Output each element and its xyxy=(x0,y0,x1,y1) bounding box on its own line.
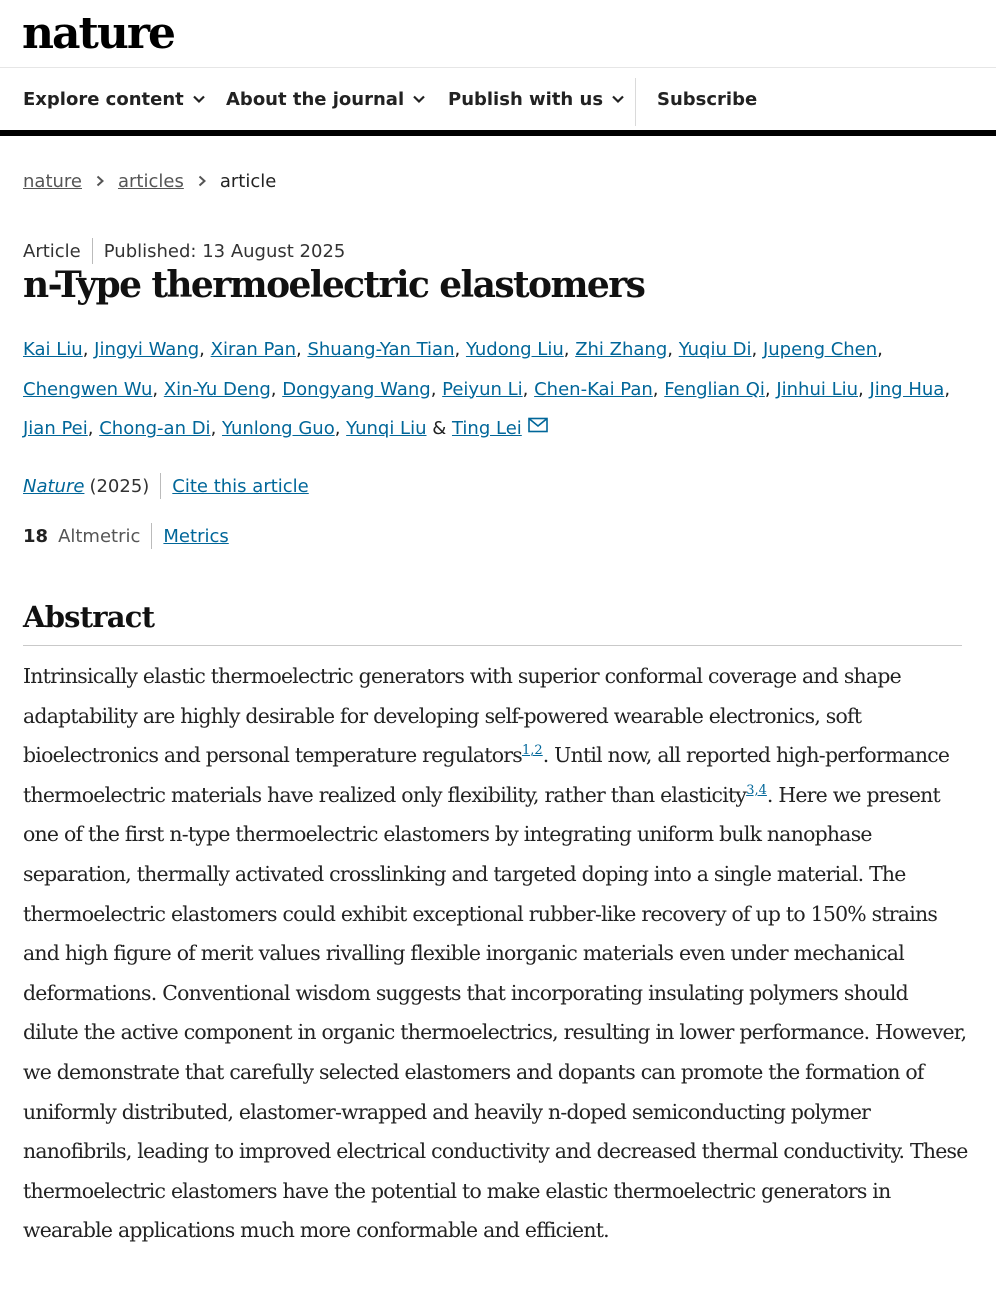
author-link[interactable]: Xiran Pan xyxy=(210,339,297,360)
journal-divider xyxy=(160,473,161,499)
author-link[interactable]: Fenglian Qi xyxy=(664,378,765,400)
nav-publish-with-us[interactable] xyxy=(448,68,625,130)
chevron-right-icon xyxy=(94,175,106,187)
author-link[interactable]: Shuang-Yan Tian xyxy=(307,339,455,360)
author-link[interactable]: Dongyang Wang xyxy=(282,378,431,400)
corresponding-author-link[interactable]: Ting Lei xyxy=(451,418,522,439)
altmetric-label: Altmetric xyxy=(58,525,141,547)
author-link[interactable]: Jian Pei xyxy=(23,418,88,439)
author-link[interactable]: Zhi Zhang xyxy=(575,339,668,360)
nav-about-label: About the journal xyxy=(226,88,405,110)
author-link[interactable]: Yunlong Guo xyxy=(222,418,335,439)
abstract-part-1: Intrinsically elastic thermoelectric generators with superior conformal coverage and shape adaptability are highly desirable for developing self-powered wearable electronics, soft bioelectronics and personal temperature regulators xyxy=(23,664,901,768)
breadcrumb-articles[interactable]: articles xyxy=(117,170,184,192)
article-type: Article xyxy=(23,240,81,262)
publication-year: (2025) xyxy=(89,475,150,497)
metrics-divider xyxy=(151,523,152,549)
abstract-part-2: . Until now, all reported high-performance thermoelectric materials have realized only flexibility, rather than elasticity xyxy=(23,743,950,807)
reference-link[interactable]: 3,4 xyxy=(746,782,767,798)
author-list: Kai Liu, Jingyi Wang, Xiran Pan, Shuang-Yan Tian, Yudong Liu, Zhi Zhang, Yuqiu Di, Jupeng Chen, Chengwen Wu, Xin-Yu Deng, Dongyang Wang, Peiyun Li, Chen-Kai Pan, Fenglian Qi, Jinhui Liu, Jing Hua, Jian Pei, Chong-an Di, Yunlong Guo, Yunqi Liu & Ting Lei xyxy=(23,339,951,439)
author-link[interactable]: Xin-Yu Deng xyxy=(163,378,271,400)
published-date: Published: 13 August 2025 xyxy=(103,240,346,262)
metrics-line xyxy=(23,522,229,550)
author-link[interactable]: Jing Hua xyxy=(869,378,945,400)
breadcrumb-current: article xyxy=(219,170,277,192)
meta-divider xyxy=(92,238,93,264)
nav-divider xyxy=(635,78,636,126)
masthead xyxy=(0,0,996,68)
nav-explore-label: Explore content xyxy=(23,88,184,110)
abstract-part-3: . Here we present one of the first n-type thermoelectric elastomers by integrating uniform bulk nanophase separation, thermally activated crosslinking and targeted doping into a single material. The thermoelectric elastomers could exhibit exceptional rubber-like recovery of up to 150% strains and high figure of merit values rivalling flexible inorganic materials even under mechanical deformations. Conventional wisdom suggests that incorporating insulating polymers should dilute the active component in organic thermoelectrics, resulting in lower performance. However, we demonstrate that carefully selected elastomers and dopants can promote the formation of uniformly distributed, elastomer-wrapped and heavily n-doped semiconducting polymer nanofibrils, leading to improved electrical conductivity and decreased thermal conductivity. These thermoelectric elastomers have the potential to make elastic thermoelectric generators in wearable applications much more conformable and efficient. xyxy=(23,782,968,1243)
author-link[interactable]: Peiyun Li xyxy=(442,378,523,400)
chevron-right-icon xyxy=(196,175,208,187)
nav-about-journal[interactable] xyxy=(226,68,426,130)
cite-this-article-link[interactable]: Cite this article xyxy=(172,475,309,497)
author-link[interactable]: Chen-Kai Pan xyxy=(534,378,653,400)
nature-logo[interactable]: nature xyxy=(22,8,174,59)
mail-icon[interactable] xyxy=(528,417,548,433)
nav-publish-label: Publish with us xyxy=(448,88,604,110)
nav-subscribe[interactable] xyxy=(657,68,757,130)
nav-explore-content[interactable] xyxy=(23,68,206,130)
author-link[interactable]: Chengwen Wu xyxy=(23,378,153,400)
author-link[interactable]: Chong-an Di xyxy=(99,418,211,439)
journal-name-link[interactable]: Nature xyxy=(23,475,85,497)
article-meta xyxy=(23,238,345,264)
author-link[interactable]: Jinhui Liu xyxy=(776,378,859,400)
author-link[interactable]: Yunqi Liu xyxy=(346,418,427,439)
metrics-link[interactable]: Metrics xyxy=(163,525,229,547)
journal-line xyxy=(23,472,309,500)
chevron-down-icon xyxy=(611,92,625,106)
author-link[interactable]: Jingyi Wang xyxy=(94,339,200,360)
author-link[interactable]: Yuqiu Di xyxy=(678,339,752,360)
abstract-text xyxy=(23,657,968,1251)
main-nav xyxy=(0,68,996,136)
author-link[interactable]: Yudong Liu xyxy=(465,339,564,360)
nav-subscribe-label: Subscribe xyxy=(657,88,758,110)
chevron-down-icon xyxy=(412,92,426,106)
author-link[interactable]: Jupeng Chen xyxy=(762,339,878,360)
reference-link[interactable]: 1,2 xyxy=(522,743,543,759)
breadcrumb-home[interactable]: nature xyxy=(23,170,82,192)
author-link[interactable]: Kai Liu xyxy=(23,339,83,360)
altmetric-count: 18 xyxy=(23,525,49,547)
article-title: n-Type thermoelectric elastomers xyxy=(23,264,645,306)
breadcrumb xyxy=(23,168,276,194)
abstract-heading: Abstract xyxy=(23,597,962,646)
chevron-down-icon xyxy=(192,92,206,106)
